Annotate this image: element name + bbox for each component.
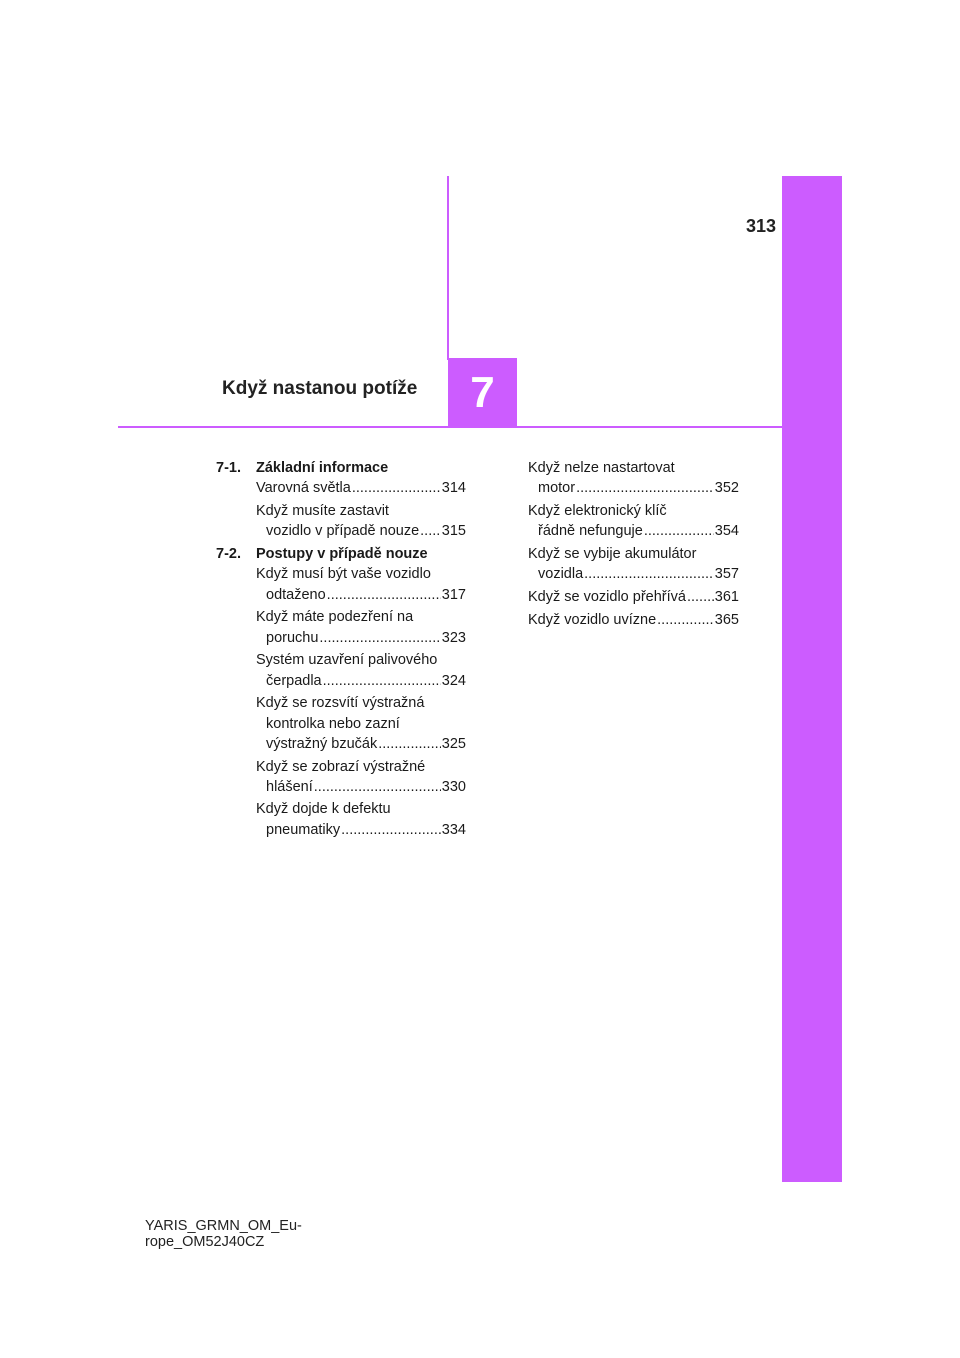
toc-entry[interactable] — [256, 757, 466, 798]
toc-section-entries — [216, 564, 466, 840]
toc-entry-line — [256, 501, 466, 521]
toc-entry-line — [528, 587, 739, 607]
toc-entry-line — [256, 521, 466, 541]
toc-entry-line — [256, 650, 466, 670]
toc-entry-text: Když dojde k defektu — [256, 801, 391, 818]
toc-entry-line — [256, 799, 466, 819]
section-title: Postupy v případě nouze — [256, 545, 428, 562]
toc-entry-line — [256, 714, 466, 734]
dot-leader — [352, 478, 441, 498]
toc-entry-text: vozidlo v případě nouze — [266, 523, 420, 540]
toc-entry-text: Když máte podezření na — [256, 609, 414, 626]
dot-leader — [319, 628, 440, 648]
toc-entry-line — [256, 777, 466, 797]
toc-entry-text: Když musíte zastavit — [256, 502, 389, 519]
toc-entry-text: výstražný bzučák — [266, 735, 378, 752]
toc-entry-text: kontrolka nebo zazní — [266, 715, 400, 732]
chapter-number-box: 7 — [448, 358, 517, 427]
toc-entry-text: Když se rozsvítí výstražná — [256, 695, 425, 712]
toc-entry-page: 315 — [441, 523, 466, 540]
toc-entry-text: Varovná světla — [256, 480, 351, 497]
toc-entry[interactable] — [256, 501, 466, 542]
toc-left-column — [216, 458, 466, 840]
toc-entry[interactable] — [528, 501, 739, 542]
footer-line-1: YARIS_GRMN_OM_Eu- — [145, 1218, 302, 1234]
dot-leader — [323, 671, 441, 691]
toc-entry-line — [528, 610, 739, 630]
toc-entry[interactable] — [528, 610, 739, 630]
toc-section-heading[interactable] — [216, 458, 466, 478]
toc-section-entries — [216, 478, 466, 541]
toc-entry-line — [256, 585, 466, 605]
toc-entry-text: Když se vozidlo přehřívá — [528, 588, 686, 605]
dot-leader — [576, 478, 714, 498]
toc-entry-line — [256, 607, 466, 627]
toc-entry[interactable] — [528, 458, 739, 499]
toc-entry-line — [528, 478, 739, 498]
page-number: 313 — [745, 216, 776, 236]
toc-entry[interactable] — [528, 544, 739, 585]
toc-entry-text: vozidla — [538, 566, 584, 583]
section-number: 7-1. — [216, 460, 241, 476]
toc-entry[interactable] — [256, 478, 466, 498]
toc-entry[interactable] — [256, 693, 466, 754]
dot-leader — [584, 564, 714, 584]
toc-entry[interactable] — [256, 799, 466, 840]
toc-entry-line — [256, 757, 466, 777]
document-footer — [145, 1218, 302, 1250]
toc-entry-text: motor — [538, 480, 576, 497]
toc-entry-page: 317 — [441, 586, 466, 603]
toc-entry-line — [528, 458, 739, 478]
toc-entry-page: 324 — [441, 672, 466, 689]
toc-entry[interactable] — [256, 607, 466, 648]
toc-entry-text: odtaženo — [266, 586, 326, 603]
dot-leader — [420, 521, 441, 541]
dot-leader — [341, 820, 441, 840]
toc-entry-text: Když vozidlo uvízne — [528, 611, 657, 628]
toc-entry-page: 325 — [441, 735, 466, 752]
toc-entry-line — [256, 478, 466, 498]
dot-leader — [327, 585, 441, 605]
dot-leader — [657, 610, 714, 630]
toc-entry-text: Když se zobrazí výstražné — [256, 758, 426, 775]
toc-entry-text: Když nelze nastartovat — [528, 460, 675, 476]
toc-entry-page: 361 — [714, 588, 739, 605]
toc-entry-line — [528, 544, 739, 564]
toc-entry-page: 365 — [714, 611, 739, 628]
chapter-title: Když nastanou potíže — [222, 378, 418, 399]
toc-section-heading[interactable] — [216, 544, 466, 564]
toc-right-column — [528, 458, 739, 630]
toc-entry-text: čerpadla — [266, 672, 322, 689]
toc-entry-line — [256, 820, 466, 840]
footer-line-2: rope_OM52J40CZ — [145, 1234, 265, 1250]
toc-entry-line — [256, 693, 466, 713]
toc-entry-line — [528, 501, 739, 521]
toc-entry-page: 323 — [441, 629, 466, 646]
vertical-divider — [447, 176, 449, 360]
dot-leader — [314, 777, 441, 797]
dot-leader — [687, 587, 714, 607]
toc-entry-page: 354 — [714, 523, 739, 540]
toc-entry[interactable] — [256, 564, 466, 605]
toc-entry-line — [256, 564, 466, 584]
toc-entry-page: 352 — [714, 480, 739, 497]
toc-entry-text: hlášení — [266, 778, 313, 795]
section-title: Základní informace — [256, 460, 389, 476]
toc-entry-text: pneumatiky — [266, 821, 341, 838]
toc-entry-page: 314 — [441, 480, 466, 497]
toc-entry[interactable] — [528, 587, 739, 607]
toc-entry-page: 357 — [714, 566, 739, 583]
toc-entry-text: Když se vybije akumulátor — [528, 545, 697, 562]
dot-leader — [378, 734, 441, 754]
toc-entry-text: řádně nefunguje — [538, 523, 643, 540]
toc-entry-page: 334 — [441, 821, 466, 838]
toc-entry-text: Když musí být vaše vozidlo — [256, 566, 431, 583]
chapter-side-tab — [782, 176, 842, 1182]
toc-entry-line — [528, 564, 739, 584]
toc-entry-line — [256, 734, 466, 754]
toc-entry-text: Když elektronický klíč — [528, 502, 667, 519]
toc-entry-line — [528, 521, 739, 541]
toc-entry[interactable] — [256, 650, 466, 691]
toc-entry-line — [256, 628, 466, 648]
dot-leader — [644, 521, 714, 541]
toc-entry-text: Systém uzavření palivového — [256, 652, 438, 669]
section-number: 7-2. — [216, 545, 241, 562]
toc-entry-page: 330 — [441, 778, 466, 795]
toc-entry-text: poruchu — [266, 629, 319, 646]
toc-entry-line — [256, 671, 466, 691]
